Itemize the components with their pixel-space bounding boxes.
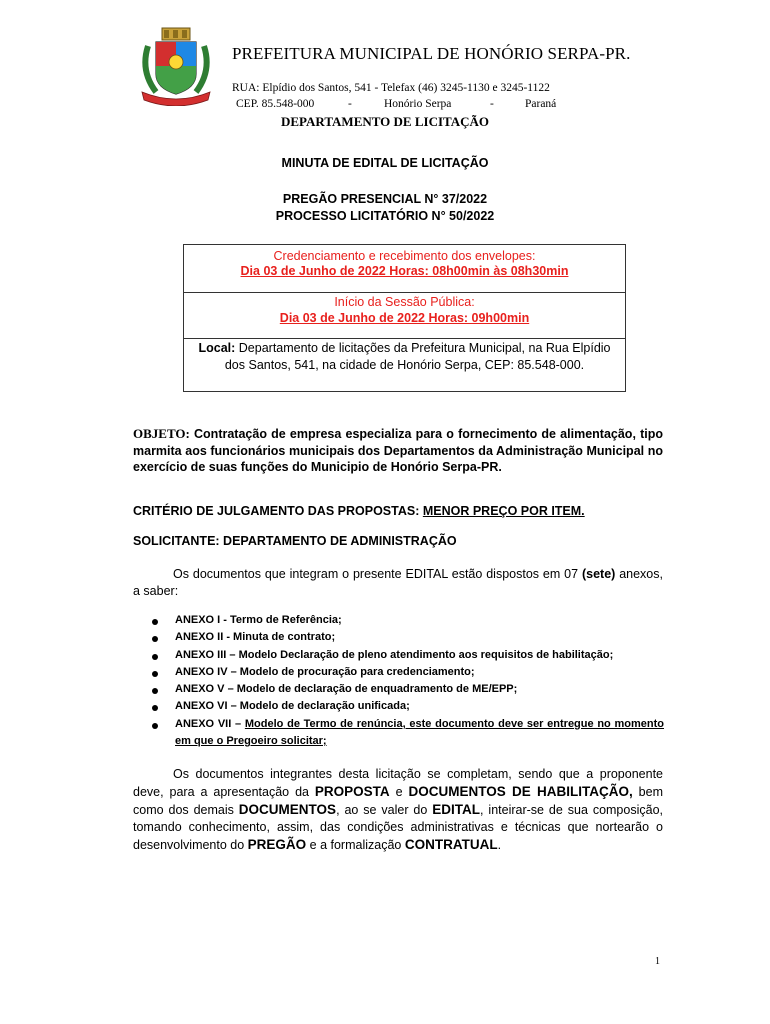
inicio-label: Início da Sessão Pública:: [334, 295, 475, 309]
department-title: DEPARTAMENTO DE LICITAÇÃO: [280, 114, 490, 129]
pregao-title: PREGÃO PRESENCIAL N° 37/2022: [282, 192, 488, 206]
credenciamento-date: Dia 03 de Junho de 2022 Horas: 08h00min às 08h30min: [240, 264, 569, 278]
list-item: ANEXO VI – Modelo de declaração unificada;: [152, 698, 664, 715]
criterio-line: CRITÉRIO DE JULGAMENTO DAS PROPOSTAS: MENOR PREÇO POR ITEM.: [133, 504, 585, 518]
schedule-box: [183, 244, 626, 392]
city: Honório Serpa: [384, 98, 452, 110]
page-number: 1: [655, 956, 660, 967]
anexos-list: [152, 612, 664, 750]
objeto-paragraph: OBJETO: Contratação de empresa especializa para o fornecimento de alimentação, tipo marmita aos funcionários municipais dos Departamentos da Administração Municipal no exercício de suas funções do Municipio de Honório Serpa-PR.: [133, 426, 663, 474]
city-separator: -: [490, 98, 494, 110]
closing-paragraph: Os documentos integrantes desta licitação se completam, sendo que a proponente deve, para a apresentação da PROPOSTA e DOCUMENTOS DE HABILITAÇÃO, bem como dos demais DOCUMENTOS, ao se valer do EDITAL, inteirar-se de sua composição, tomando conhecimento, assim, das condições administrativas e técnicas que nortearão o desenvolvimento do PREGÃO e a formalização CONTRATUAL.: [133, 767, 663, 852]
bullet-icon: [152, 671, 158, 677]
minuta-title: MINUTA DE EDITAL DE LICITAÇÃO: [281, 156, 489, 170]
processo-title: PROCESSO LICITATÓRIO N° 50/2022: [275, 209, 495, 223]
list-item: ANEXO V – Modelo de declaração de enquadramento de ME/EPP;: [152, 681, 664, 698]
cep-separator: -: [348, 98, 352, 110]
list-item: ANEXO III – Modelo Declaração de pleno atendimento aos requisitos de habilitação;: [152, 647, 664, 664]
inicio-date: Dia 03 de Junho de 2022 Horas: 09h00min: [279, 311, 530, 325]
bullet-icon: [152, 636, 158, 642]
bullet-icon: [152, 654, 158, 660]
cep: CEP. 85.548-000: [236, 98, 315, 110]
list-item: ANEXO IV – Modelo de procuração para credenciamento;: [152, 664, 664, 681]
bullet-icon: [152, 688, 158, 694]
solicitante-line: SOLICITANTE: DEPARTAMENTO DE ADMINISTRAÇÃO: [133, 534, 457, 548]
list-item: ANEXO I - Termo de Referência;: [152, 612, 664, 629]
bullet-icon: [152, 705, 158, 711]
credenciamento-label: Credenciamento e recebimento dos envelopes:: [273, 249, 536, 263]
list-item: ANEXO VII – Modelo de Termo de renúncia, este documento deve ser entregue no momento em que o Pregoeiro solicitar;: [152, 716, 664, 751]
municipality-title: PREFEITURA MUNICIPAL DE HONÓRIO SERPA-PR.: [232, 44, 631, 63]
local-text: Local: Departamento de licitações da Prefeitura Municipal, na Rua Elpídio dos Santos, 541, na cidade de Honório Serpa, CEP: 85.548-000.: [198, 341, 611, 372]
state: Paraná: [525, 98, 557, 110]
address-line: RUA: Elpídio dos Santos, 541 - Telefax (46) 3245-1130 e 3245-1122: [232, 82, 550, 94]
criterio-value: MENOR PREÇO POR ITEM.: [422, 504, 585, 518]
cep-line: [236, 98, 566, 110]
box-divider: [184, 338, 625, 339]
coat-of-arms-logo: [138, 26, 214, 106]
bullet-icon: [152, 723, 158, 729]
local-label: Local:: [198, 341, 236, 355]
list-item: ANEXO II - Minuta de contrato;: [152, 629, 664, 646]
box-divider: [184, 292, 625, 293]
anexos-intro: Os documentos que integram o presente EDITAL estão dispostos em 07 (sete) anexos, a saber:: [133, 567, 663, 598]
objeto-label: OBJETO:: [133, 426, 190, 441]
bullet-icon: [152, 619, 158, 625]
